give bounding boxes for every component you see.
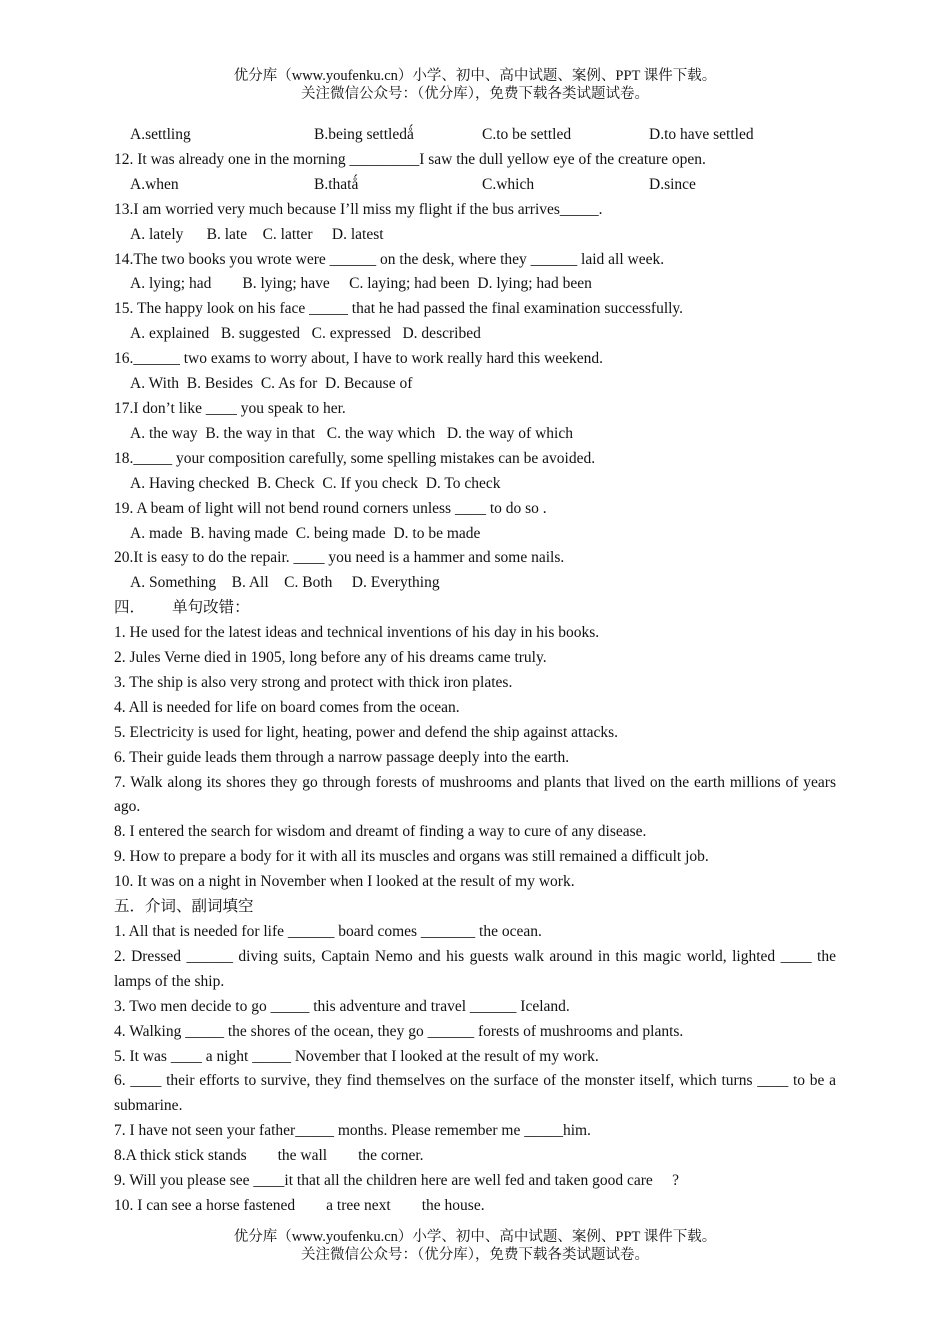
option: C.to be settled [482,126,572,143]
question-stem: 17.I don’t like ____ you speak to her. [114,399,346,417]
footer-line-1: 优分库（www.youfenku.cn）小学、初中、高中试题、案例、PPT 课件下载。 [233,1229,717,1245]
question-stem: 18._____ your composition carefully, some spelling mistakes can be avoided. [114,449,596,467]
footer-line-2: 关注微信公众号：（优分库），免费下载各类试题试卷。 [301,1247,649,1263]
section-title: 五．介词、副词填空 [114,898,254,916]
list-item: 8.A thick stick stands the wall the corner. [114,1147,424,1165]
question-stem: 16.______ two exams to worry about, I have to work really hard this weekend. [114,350,603,368]
page-footer [0,1228,950,1264]
header-line-2: 关注微信公众号：（优分库），免费下载各类试题试卷。 [301,86,649,102]
list-item: 10. I can see a horse fastened a tree next the house. [114,1196,485,1214]
list-item: 6. Their guide leads them through a narrow passage deeply into the earth. [114,748,570,766]
option: A.when [130,175,179,193]
list-item: 3. Two men decide to go _____ this adventure and travel ______ Iceland. [114,997,570,1015]
list-item: 3. The ship is also very strong and protect with thick iron plates. [114,673,513,691]
question-options: A. With B. Besides C. As for D. Because of [130,375,413,393]
q12-options [114,173,836,198]
question-options: A. made B. having made C. being made D. to be made [130,524,481,542]
page-header [0,67,950,103]
question-options: A. lying; had B. lying; have C. laying; had been D. lying; had been [130,275,592,293]
list-item: 4. All is needed for life on board comes from the ocean. [114,698,460,716]
question-stem: 20.It is easy to do the repair. ____ you need is a hammer and some nails. [114,549,565,567]
list-item: 1. All that is needed for life ______ board comes _______ the ocean. [114,923,542,940]
question-options: A. Something B. All C. Both D. Everything [130,574,440,592]
option: B.being settledǻ [314,126,414,143]
question-options: A. lately B. late C. latter D. latest [130,225,384,243]
question-stem: 13.I am worried very much because I’ll miss my flight if the bus arrives_____. [114,200,603,218]
list-item: 5. It was ____ a night _____ November that I looked at the result of my work. [114,1047,599,1065]
list-item: 7. Walk along its shores they go through forests of mushrooms and plants that lived on the earth millions of years ago. [114,773,836,816]
list-item: 6. ____ their efforts to survive, they find themselves on the surface of the monster itself, which turns ____ to be a submarine. [114,1072,836,1115]
list-item: 7. I have not seen your father_____ months. Please remember me _____him. [114,1122,591,1140]
option: D.to have settled [649,126,754,143]
list-item: 2. Dressed ______ diving suits, Captain Nemo and his guests walk around in this magic world, lighted ____ the lamps of the ship. [114,947,836,990]
option: B.thatǻ [314,175,359,193]
list-item: 4. Walking _____ the shores of the ocean, they go ______ forests of mushrooms and plants. [114,1022,684,1040]
question-stem: 14.The two books you wrote were ______ on the desk, where they ______ laid all week. [114,250,665,268]
option: A.settling [130,126,191,143]
option: C.which [482,175,535,193]
question-stem: 12. It was already one in the morning _________I saw the dull yellow eye of the creature open. [114,150,706,168]
q11-options [114,123,836,148]
document-body [114,123,836,1219]
question-stem: 19. A beam of light will not bend round corners unless ____ to do so . [114,499,547,517]
option: D.since [649,175,696,193]
list-item: 1. He used for the latest ideas and technical inventions of his day in his books. [114,624,600,642]
list-item: 5. Electricity is used for light, heating, power and defend the ship against attacks. [114,723,619,741]
question-options: A. the way B. the way in that C. the way which D. the way of which [130,424,573,442]
section-title: 四． 单句改错： [114,599,250,617]
question-stem: 15. The happy look on his face _____ that he had passed the final examination successfully. [114,300,684,318]
header-line-1: 优分库（www.youfenku.cn）小学、初中、高中试题、案例、PPT 课件下载。 [233,68,717,84]
list-item: 2. Jules Verne died in 1905, long before any of his dreams came truly. [114,649,547,667]
question-options: A. explained B. suggested C. expressed D. described [130,325,481,343]
list-item: 9. How to prepare a body for it with all its muscles and organs was still remained a difficult job. [114,848,709,866]
list-item: 9. Will you please see ____it that all the children here are well fed and taken good care ? [114,1172,680,1190]
list-item: 8. I entered the search for wisdom and dreamt of finding a way to cure of any disease. [114,823,647,841]
question-options: A. Having checked B. Check C. If you check D. To check [130,474,501,492]
list-item: 10. It was on a night in November when I looked at the result of my work. [114,873,575,891]
